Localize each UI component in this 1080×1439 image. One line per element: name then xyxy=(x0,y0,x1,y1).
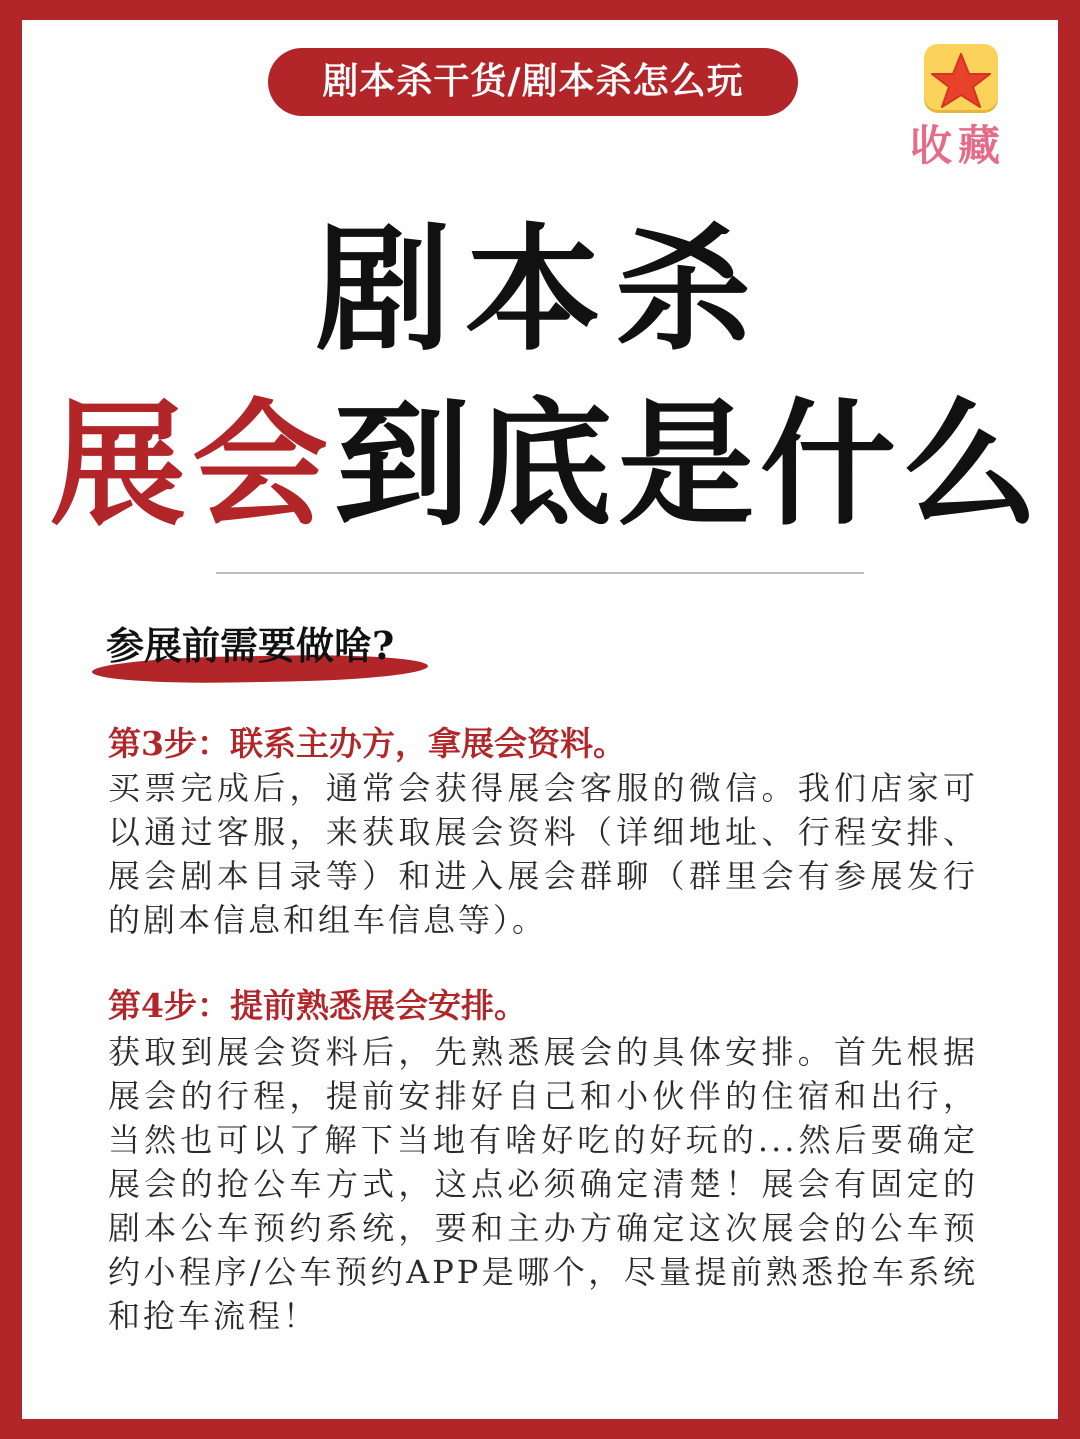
divider xyxy=(216,572,864,574)
category-pill: 剧本杀干货/剧本杀怎么玩 xyxy=(268,48,798,116)
step-4-title: 第4步：提前熟悉展会安排。 xyxy=(108,986,527,1025)
step-4-body: 获取到展会资料后，先熟悉展会的具体安排。首先根据展会的行程，提前安排好自己和小伙伴的住宿和出行，当然也可以了解下当地有啥好吃的好玩的...然后要确定展会的抢公车方式，这点必须确定清楚！展会有固定的剧本公车预约系统，要和主办方确定这次展会的公车预约小程序/公车预约APP是哪个，尽量提前熟悉抢车系统和抢车流程！ xyxy=(108,1033,978,1335)
section-heading xyxy=(92,618,432,688)
section-heading-text: 参展前需要做啥? xyxy=(106,623,395,668)
favorite-button[interactable] xyxy=(910,44,1020,174)
favorite-label: 收藏 xyxy=(910,121,1007,170)
step-3-body: 买票完成后，通常会获得展会客服的微信。我们店家可以通过客服，来获取展会资料（详细地址、行程安排、展会剧本目录等）和进入展会群聊（群里会有参展发行的剧本信息和组车信息等）。 xyxy=(108,769,978,939)
main-title-line2 xyxy=(50,380,1050,550)
title-highlight: 展会 xyxy=(50,385,334,545)
star-icon xyxy=(922,50,1000,110)
title-rest: 到底是什么 xyxy=(334,385,1044,545)
main-title-line1: 剧本杀 xyxy=(315,210,765,370)
step-3-title: 第3步：联系主办方，拿展会资料。 xyxy=(108,724,626,763)
